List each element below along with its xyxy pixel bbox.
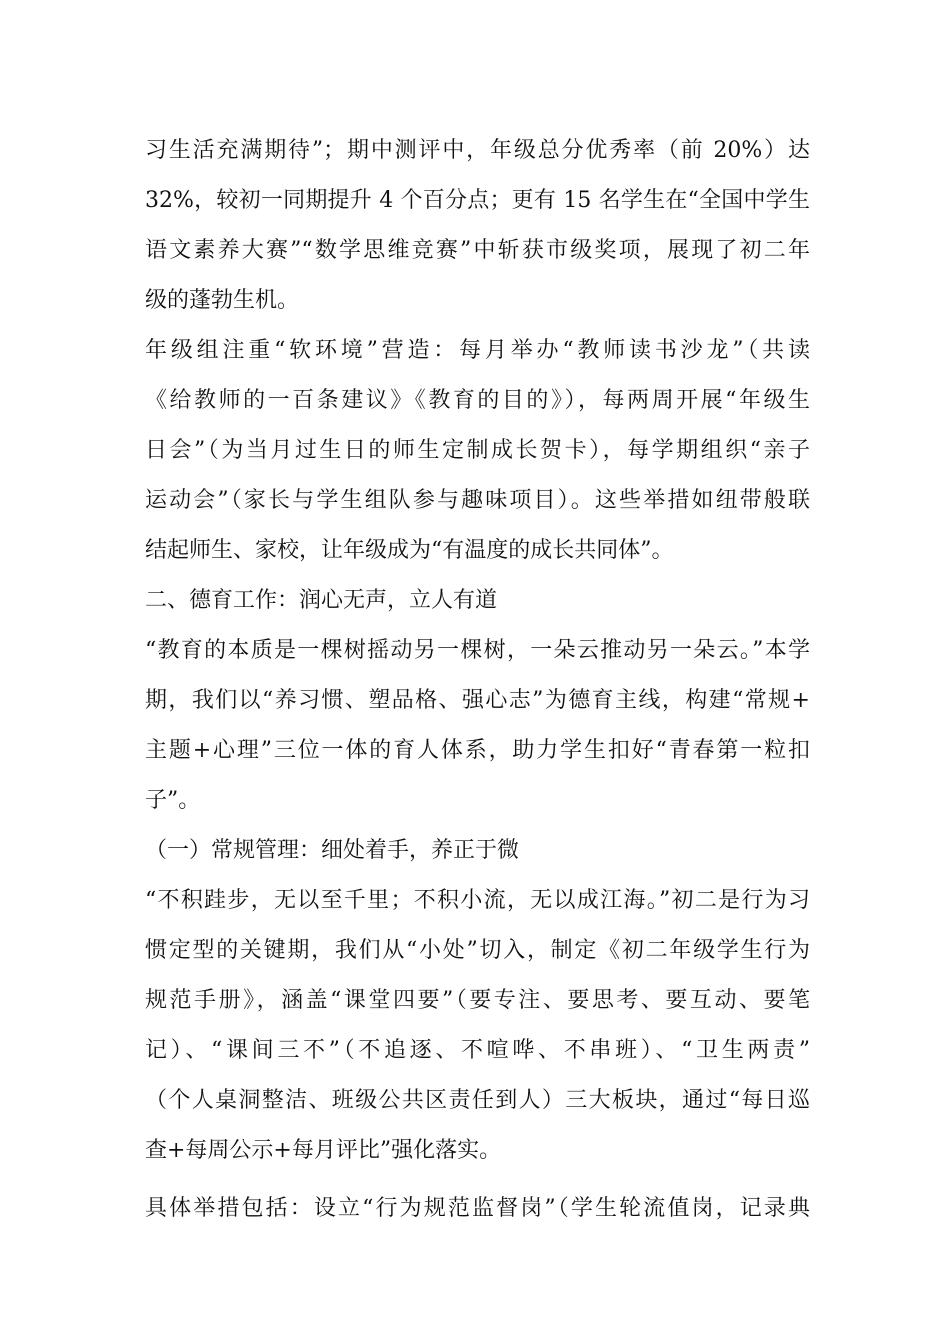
text-line: 规范手册》，涵盖“课堂四要”（要专注、要思考、要互动、要笔 xyxy=(145,988,810,1013)
text-line: 主题+心理”三位一体的育人体系，助力学生扣好“青春第一粒扣 xyxy=(145,738,810,763)
paragraph-exam-results xyxy=(145,126,810,326)
text-line: 《给教师的一百条建议》《教育的目的》），每两周开展“年级生 xyxy=(145,388,810,413)
text-line: 习生活充满期待”；期中测评中，年级总分优秀率（前 20%）达 xyxy=(145,138,810,163)
paragraph-routine-management xyxy=(145,876,810,1176)
paragraph-moral-education-intro xyxy=(145,626,810,826)
heading-text: 二、德育工作：润心无声，立人有道 xyxy=(145,588,498,613)
text-line: “不积跬步，无以至千里；不积小流，无以成江海。”初二是行为习 xyxy=(145,888,810,913)
section-heading-moral-education xyxy=(145,576,810,626)
text-line: 级的蓬勃生机。 xyxy=(145,288,300,313)
text-line: 具体举措包括：设立“行为规范监督岗”（学生轮流值岗，记录典 xyxy=(145,1196,810,1221)
document-body xyxy=(145,126,810,1234)
text-line: 32%，较初一同期提升 4 个百分点；更有 15 名学生在“全国中学生 xyxy=(145,188,810,213)
text-line: 惯定型的关键期，我们从“小处”切入，制定《初二年级学生行为 xyxy=(145,938,810,963)
text-line: 结起师生、家校，让年级成为“有温度的成长共同体”。 xyxy=(145,538,674,563)
paragraph-specific-measures xyxy=(145,1184,810,1234)
heading-text: （一）常规管理：细处着手，养正于微 xyxy=(145,838,520,863)
text-line: “教育的本质是一棵树摇动另一棵树，一朵云推动另一朵云。”本学 xyxy=(145,638,810,663)
text-line: （个人桌洞整洁、班级公共区责任到人）三大板块，通过“每日巡 xyxy=(145,1088,810,1113)
subsection-heading-routine-management xyxy=(145,826,810,876)
text-line: 期，我们以“养习惯、塑品格、强心志”为德育主线，构建“常规+ xyxy=(145,688,810,713)
text-line: 运动会”（家长与学生组队参与趣味项目）。这些举措如纽带般联 xyxy=(145,488,810,513)
text-line: 年级组注重“软环境”营造：每月举办“教师读书沙龙”（共读 xyxy=(145,338,810,363)
text-line: 日会”（为当月过生日的师生定制成长贺卡），每学期组织“亲子 xyxy=(145,438,810,463)
text-line: 语文素养大赛”“数学思维竞赛”中斩获市级奖项，展现了初二年 xyxy=(145,238,810,263)
text-line: 子”。 xyxy=(145,788,201,813)
text-line: 查+每周公示+每月评比”强化落实。 xyxy=(145,1138,502,1163)
paragraph-soft-environment xyxy=(145,326,810,576)
text-line: 记）、“课间三不”（不追逐、不喧哗、不串班）、“卫生两责” xyxy=(145,1038,810,1063)
